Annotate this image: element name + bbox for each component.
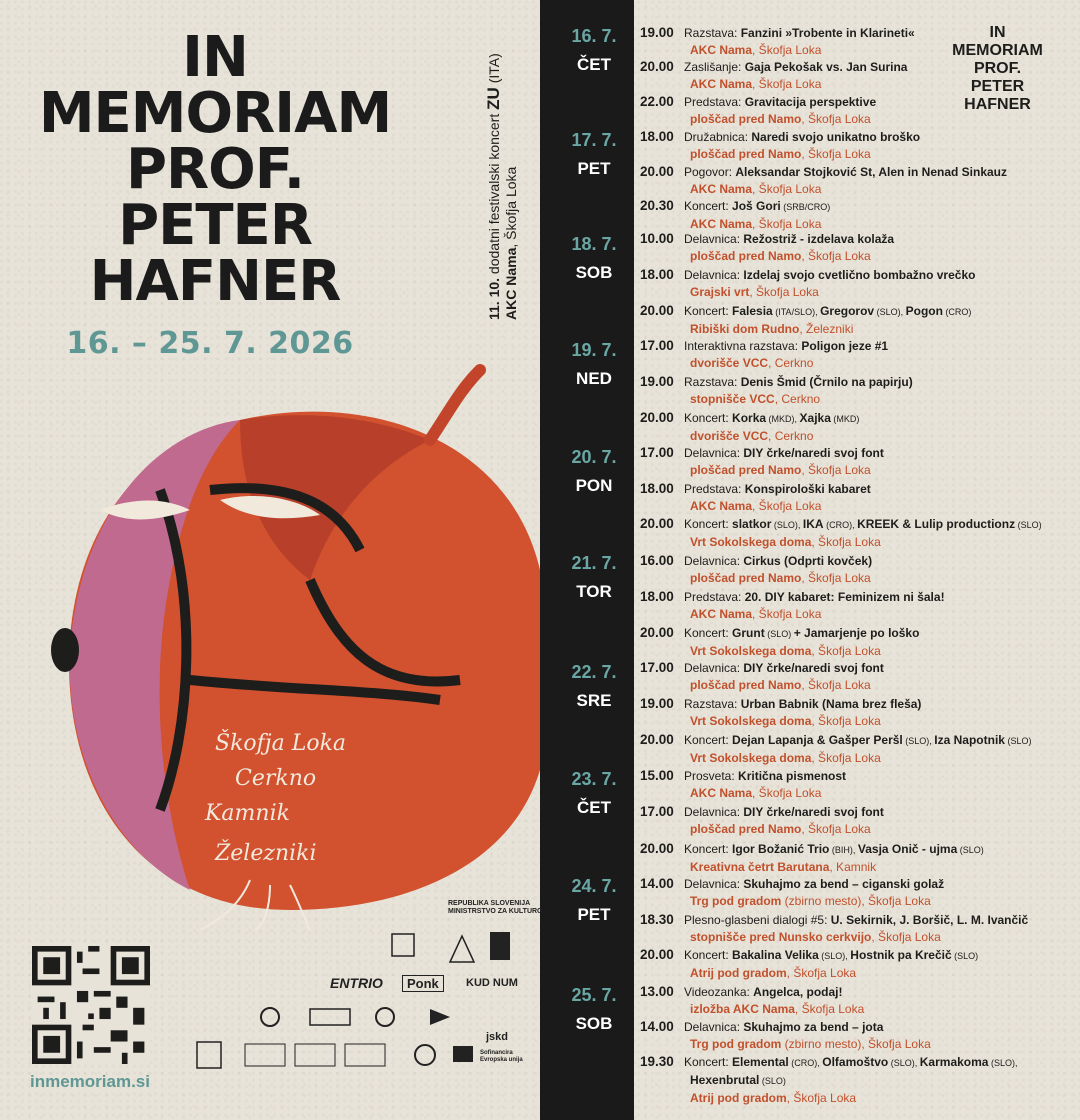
- event-entry: 16.00 Delavnica: Cirkus (Odprti kovček) ploščad pred Namo, Škofja Loka: [640, 553, 873, 585]
- day-label: 24. 7. PET: [571, 876, 617, 924]
- event-entry: 18.00 Delavnica: Izdelaj svojo cvetlično bombažno vrečko Grajski vrt, Škofja Loka: [640, 267, 976, 299]
- event-entry: 20.00 Koncert: Igor Božanić Trio (BIH), Vasja Onič - ujma (SLO) Kreativna četrt Barutana, Kamnik: [640, 841, 984, 874]
- event-entry: 17.00 Interaktivna razstava: Poligon jeze #1 dvorišče VCC, Cerkno: [640, 338, 889, 370]
- partner-logos-row-3: [195, 1040, 475, 1072]
- event-entry: 22.00 Predstava: Gravitacija perspektive ploščad pred Namo, Škofja Loka: [640, 94, 877, 126]
- onion-text: Kamnik: [205, 801, 290, 826]
- day-label: 23. 7. ČET: [571, 769, 617, 817]
- day-label: 21. 7. TOR: [571, 553, 617, 601]
- event-entry: 19.00 Razstava: Urban Babnik (Nama brez fleša) Vrt Sokolskega doma, Škofja Loka: [640, 696, 922, 728]
- event-entry: 18.00 Predstava: 20. DIY kabaret: Feminizem ni šala! AKC Nama, Škofja Loka: [640, 589, 945, 621]
- title-line: PROF.: [125, 137, 305, 202]
- event-entry: 20.00 Zaslišanje: Gaja Pekošak vs. Jan Surina AKC Nama, Škofja Loka: [640, 59, 908, 91]
- event-entry: 17.00 Delavnica: DIY črke/naredi svoj font ploščad pred Namo, Škofja Loka: [640, 445, 884, 477]
- jskd-logo: jskd: [486, 1031, 509, 1043]
- day-label: 19. 7. NED: [571, 340, 617, 388]
- event-entry: 13.00 Videozanka: Angelca, podaj! izložba AKC Nama, Škofja Loka: [640, 984, 865, 1016]
- event-entry: 19.00 Razstava: Fanzini »Trobente in Klarineti« AKC Nama, Škofja Loka: [640, 25, 915, 57]
- event-entry: 20.00 Koncert: Korka (MKD), Xajka (MKD) dvorišče VCC, Cerkno: [640, 410, 860, 443]
- day-label: 22. 7. SRE: [571, 662, 617, 710]
- event-entry: 14.00 Delavnica: Skuhajmo za bend – jota Trg pod gradom (zbirno mesto), Škofja Loka: [640, 1019, 931, 1051]
- day-label: 17. 7. PET: [571, 130, 617, 178]
- event-entry: 10.00 Delavnica: Režostriž - izdelava kolaža ploščad pred Namo, Škofja Loka: [640, 231, 895, 263]
- event-entry: 17.00 Delavnica: DIY črke/naredi svoj font ploščad pred Namo, Škofja Loka: [640, 804, 884, 836]
- title-line: IN: [182, 25, 248, 90]
- qr-code[interactable]: [32, 946, 150, 1064]
- event-entry: 17.00 Delavnica: DIY črke/naredi svoj font ploščad pred Namo, Škofja Loka: [640, 660, 884, 692]
- event-entry: 20.00 Koncert: Falesia (ITA/SLO), Gregorov (SLO), Pogon (CRO) Ribiški dom Rudno, Železniki: [640, 303, 972, 336]
- day-label: 16. 7. ČET: [571, 26, 617, 74]
- day-label: 25. 7. SOB: [571, 985, 617, 1033]
- day-label: 18. 7. SOB: [571, 234, 617, 282]
- event-entry: 20.00 Koncert: Bakalina Velika (SLO), Hostnik pa Krečič (SLO) Atrij pod gradom, Škofja Loka: [640, 947, 979, 980]
- event-entry: 18.30 Plesno-glasbeni dialogi #5: U. Sekirnik, J. Boršič, L. M. Ivančič stopnišče pred Nunsko cerkvijo, Škofja Loka: [640, 912, 1029, 944]
- event-entry: 15.00 Prosveta: Kritična pismenost AKC Nama, Škofja Loka: [640, 768, 847, 800]
- eu-logo: Sofinancira Evropska unija: [480, 1050, 523, 1063]
- event-entry: 18.00 Družabnica: Naredi svojo unikatno broško ploščad pred Namo, Škofja Loka: [640, 129, 921, 161]
- onion-text: Železniki: [215, 841, 317, 866]
- ponk-logo: Ponk: [402, 975, 444, 992]
- right-title: IN MEMORIAM PROF. PETER HAFNER: [952, 24, 1043, 113]
- day-label: 20. 7. PON: [571, 447, 617, 495]
- kud-num-logo: KUD NUM: [466, 977, 518, 989]
- title-line: PETER: [118, 193, 312, 258]
- side-note: 11. 10. dodatni festivalski koncert ZU (ITA) AKC Nama, Škofja Loka: [484, 53, 519, 320]
- event-entry: 20.00 Koncert: Grunt (SLO) + Jamarjenje po loško Vrt Sokolskega doma, Škofja Loka: [640, 625, 920, 658]
- onion-text: Škofja Loka: [215, 731, 347, 756]
- event-entry: 14.00 Delavnica: Skuhajmo za bend – ciganski golaž Trg pod gradom (zbirno mesto), Škofja Loka: [640, 876, 945, 908]
- ministry-logo: REPUBLIKA SLOVENIJA MINISTRSTVO ZA KULTURO: [448, 900, 543, 915]
- title-line: MEMORIAM: [38, 81, 392, 146]
- onion-text: Cerkno: [235, 766, 317, 791]
- event-entry: 19.00 Razstava: Denis Šmid (Črnilo na papirju) stopnišče VCC, Cerkno: [640, 374, 913, 406]
- event-entry: 20.00 Pogovor: Aleksandar Stojković St, Alen in Nenad Sinkauz AKC Nama, Škofja Loka: [640, 164, 1008, 196]
- poster-title: [0, 25, 430, 314]
- partner-logos-row-1: [388, 932, 538, 968]
- onion-illustration: [40, 350, 540, 930]
- event-entry: 18.00 Predstava: Konspirološki kabaret AKC Nama, Škofja Loka: [640, 481, 871, 513]
- partner-logos-row-2: [255, 1005, 535, 1035]
- entrio-logo: ENTRIO: [330, 975, 383, 991]
- website-link[interactable]: inmemoriam.si: [30, 1072, 150, 1091]
- title-line: HAFNER: [89, 249, 341, 314]
- festival-dates: 16. – 25. 7. 2026: [66, 326, 354, 361]
- event-entry: 20.00 Koncert: slatkor (SLO), IKA (CRO), KREEK & Lulip productionz (SLO) Vrt Sokolskega doma, Škofja Loka: [640, 516, 1042, 549]
- event-entry: 20.00 Koncert: Dejan Lapanja & Gašper Peršl (SLO), Iza Napotnik (SLO) Vrt Sokolskega doma, Škofja Loka: [640, 732, 1032, 765]
- event-entry: 19.30 Koncert: Elemental (CRO), Olfamoštvo (SLO), Karmakoma (SLO), Hexenbrutal (SLO) Atrij pod gradom, Škofja Loka: [640, 1054, 1018, 1105]
- event-entry: 20.30 Koncert: Još Gori (SRB/CRO) AKC Nama, Škofja Loka: [640, 198, 831, 231]
